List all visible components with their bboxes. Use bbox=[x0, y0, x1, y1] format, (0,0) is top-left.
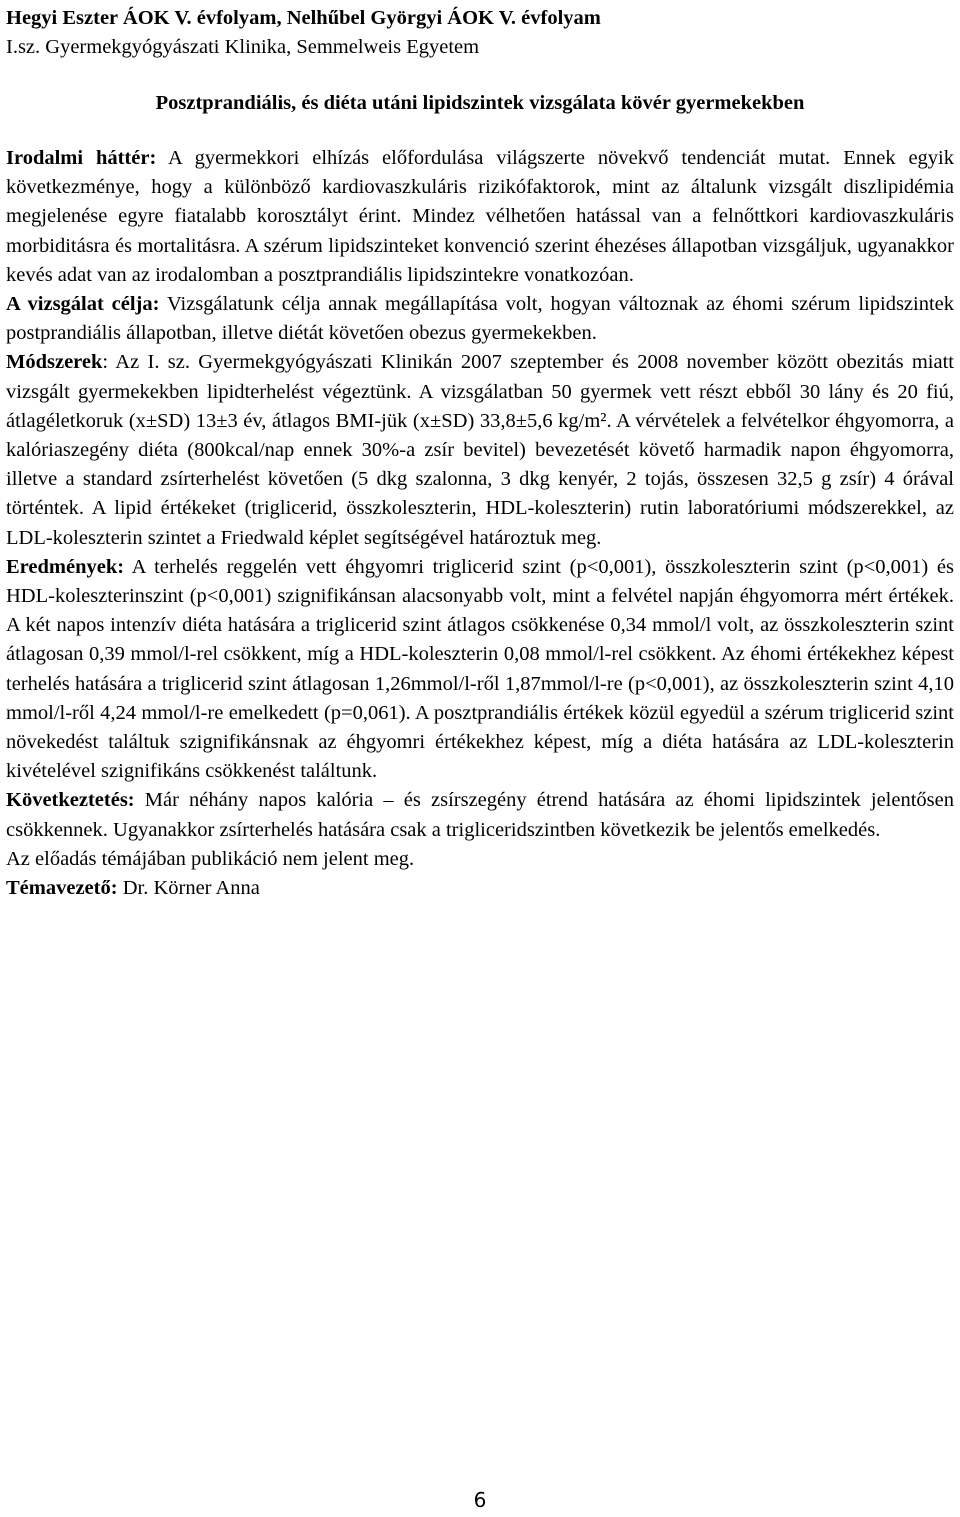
abstract-title: Posztprandiális, és diéta utáni lipidszintek vizsgálata kövér gyermekekben bbox=[155, 92, 805, 114]
results-text: A terhelés reggelén vett éhgyomri triglicerid szint (p<0,001), összkoleszterin szint (p<0,001) és HDL-koleszterinszint (p<0,001) szignifikánsan alacsonyabb volt, mint a felvétel napján éhgyomorra mért értékek. A két napos intenzív diéta hatására a triglicerid szint átlagos csökkenése 0,34 mmol/l volt, az összkoleszterin szint átlagosan 0,39 mmol/l-rel csökkent, míg a HDL-koleszterin 0,08 mmol/l-rel csökkent. Az éhomi értékekhez képest terhelés hatására a triglicerid szint átlagosan 1,26mmol/l-ről 1,87mmol/l-re (p<0,001), az összkoleszterin szint 4,10 mmol/l-ről 4,24 mmol/l-re emelkedett (p=0,061). A posztprandiális értékek közül egyedül a szérum triglicerid szint növekedést találtuk szignifikánsnak az éhgyomri értékekhez képest, míg a diéta hatására az LDL-koleszterin kivételével szignifikáns csökkenést találtunk. bbox=[6, 555, 954, 783]
aim-text: Vizsgálatunk célja annak megállapítása volt, hogyan változnak az éhomi szérum lipidszintek postprandiális állapotban, illetve diétát követően obezus gyermekekben. bbox=[6, 293, 955, 345]
supervisor-paragraph bbox=[6, 874, 954, 903]
supervisor-label: Témavezető: bbox=[6, 877, 118, 900]
disclosure-paragraph: Az előadás témájában publikáció nem jelent meg. bbox=[6, 847, 415, 870]
methods-text: : Az I. sz. Gyermekgyógyászati Klinikán 2007 szeptember és 2008 november között obezitás miatt vizsgált gyermekekben lipidterhelést végeztünk. A vizsgálatban 50 gyermek vett részt ebből 30 lány és 20 fiú, átlagéletkoruk (x±SD) 13±3 év, átlagos BMI-jük (x±SD) 33,8±5,6 kg/m². A vérvételek a felvételkor éhgyomorra, a kalóriaszegény diéta (800kcal/nap ennek 30%-a zsír bevitel) bevezetését követő harmadik napon éhgyomorra, illetve a standard zsírterhelést követően (5 dkg szalonna, 3 dkg kenyér, 2 tojás, összesen 32,5 g zsír) 4 órával történtek. A lipid értékeket (triglicerid, összkoleszterin, HDL-koleszterin) rutin laboratóriumi módszerekkel, az LDL-koleszterin szintet a Friedwald képlet segítségével határoztuk meg. bbox=[6, 351, 954, 549]
conclusion-text: Már néhány napos kalória – és zsírszegény étrend hatására az éhomi lipidszintek jelentősen csökkennek. Ugyanakkor zsírterhelés hatására csak a trigliceridszintben következik be jelentős emelkedés. bbox=[6, 789, 954, 841]
methods-paragraph bbox=[6, 348, 954, 552]
methods-label: Módszerek bbox=[6, 351, 103, 374]
supervisor-text: Dr. Körner Anna bbox=[117, 877, 260, 900]
results-label: Eredmények: bbox=[6, 555, 125, 578]
results-paragraph bbox=[6, 553, 954, 787]
page-number: 6 bbox=[473, 1488, 487, 1512]
aim-label: A vizsgálat célja: bbox=[6, 293, 160, 316]
background-paragraph bbox=[6, 144, 954, 290]
affiliation-line: I.sz. Gyermekgyógyászati Klinika, Semmelweis Egyetem bbox=[6, 36, 480, 58]
background-text: A gyermekkori elhízás előfordulása világszerte növekvő tendenciát mutat. Ennek egyik következménye, hogy a különböző kardiovaszkuláris rizikófaktorok, mint az általunk vizsgált diszlipidémia megjelenése egyre fiatalabb korosztályt érint. Mindez vélhetően hatással van a felnőttkori kardiovaszkuláris morbiditásra és mortalitásra. A szérum lipidszinteket konvenció szerint éhezéses állapotban vizsgáljuk, ugyanakkor kevés adat van az irodalomban a posztprandiális lipidszintekre vonatkozóan. bbox=[6, 147, 954, 286]
background-label: Irodalmi háttér: bbox=[6, 147, 157, 169]
conclusion-label: Következtetés: bbox=[6, 789, 135, 812]
author-line: Hegyi Eszter ÁOK V. évfolyam, Nelhűbel Györgyi ÁOK V. évfolyam bbox=[6, 7, 601, 29]
abstract-body bbox=[6, 144, 954, 903]
aim-paragraph bbox=[6, 290, 954, 348]
conclusion-paragraph bbox=[6, 786, 954, 844]
